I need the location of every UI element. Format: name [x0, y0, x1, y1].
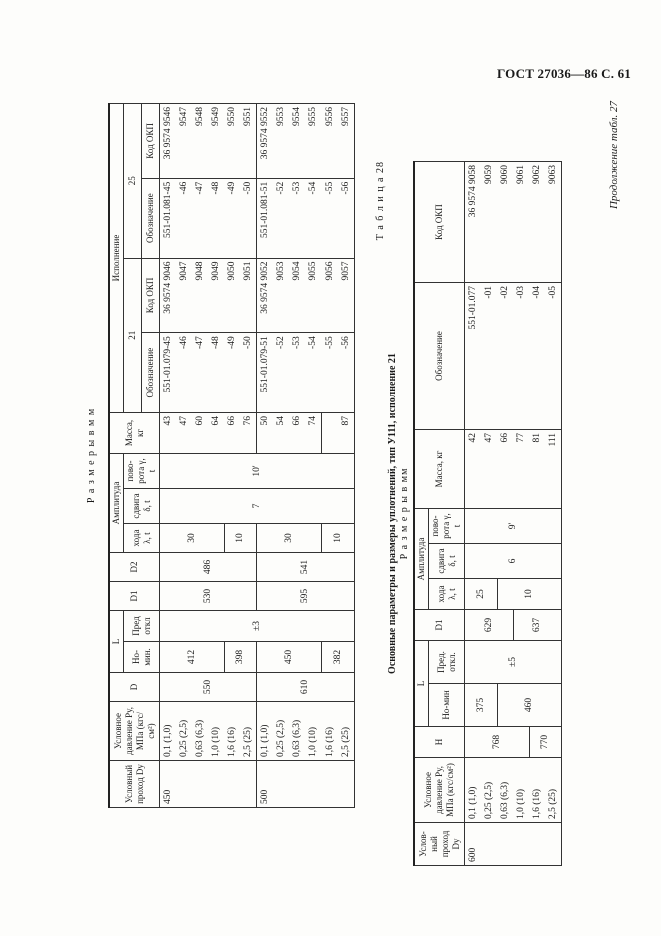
table-row: 600 0,1 (1,0) 768 375 ±5 629 25 6 9' 42 551-01.077 36 9574 9058 — [465, 162, 482, 866]
table-row: 2,5 (25) 76 -50 9051 -50 9551 — [240, 104, 257, 808]
table-row: 1,6 (16) 382 10 -55 9056 -55 9556 — [322, 104, 338, 808]
dims-caption-28: Р а з м е р ы в мм — [399, 467, 410, 560]
table-28-label: Т а б л и ц а 28 — [375, 161, 386, 241]
col-v21: 21 — [124, 258, 142, 412]
table-row: 2,5 (25) 111 -05 9063 — [545, 162, 562, 866]
col-d1: D1 — [109, 582, 160, 611]
table-28-title: Основные параметры и размеры уплотнений, тип У111, исполнение 21 — [387, 353, 398, 674]
col-l-pred: Пред. откл. — [429, 641, 465, 684]
col-l-nom: Но-мин. — [124, 642, 160, 673]
table-row: 0,63 (6,3) 66 -53 9054 -53 9554 — [289, 104, 305, 808]
col-sdv: сдвига δ, t — [124, 489, 160, 524]
table-28 — [413, 161, 562, 866]
table-row: 500 0,1 (1,0) 610 450 595 541 30 50 551-01.079-51 36 9574 9052 551-01.081-51 36 9574 9552 — [257, 104, 274, 808]
col-kod-25: Код ОКП — [142, 104, 160, 179]
col-py: Условное давление Pу, МПа (кгс/см²) — [109, 702, 160, 761]
table-row: 0,25 (2,5) 54 -52 9053 -52 9553 — [273, 104, 289, 808]
col-hod: хода λ, t — [429, 579, 465, 610]
table-row: 1,0 (10) 637 77 -03 9061 — [513, 162, 529, 866]
table-27-rotated — [86, 103, 355, 808]
col-ispolnenie: Исполнение — [109, 104, 124, 413]
table-28-rotated — [375, 161, 562, 866]
continuation-caption: Продолжение табл. 27 — [608, 100, 620, 210]
table-row: 1,6 (16) 770 81 -04 9062 — [529, 162, 545, 866]
col-oboz-21: Обозначение — [142, 333, 160, 413]
col-h: H — [414, 727, 465, 758]
col-py: Условное давление Pу, МПа (кгс/см²) — [414, 758, 465, 823]
table-row: 450 0,1 (1,0) 550 412 ±3 530 486 30 7 10' 43 551-01.079-45 36 9574 9046 551-01.081-45 36 9574 9546 — [160, 104, 177, 808]
col-dy: Условный проход Dу — [109, 761, 160, 808]
table-row: 1,0 (10) 64 -48 9049 -48 9549 — [208, 104, 224, 808]
table-row: 0,25 (2,5) 47 -01 9059 — [481, 162, 497, 866]
table-row: 1,6 (16) 398 10 66 -49 9050 -49 9550 — [224, 104, 240, 808]
col-kod: Код ОКП — [414, 162, 465, 283]
col-pov: пово-рота γ, t — [429, 509, 465, 544]
col-oboz: Обозначение — [414, 283, 465, 430]
col-amplitude: Амплитуда — [414, 509, 429, 610]
table-row: 1,0 (10) 74 -54 9055 -54 9555 — [305, 104, 322, 808]
col-mass: Масса, кг — [109, 413, 160, 454]
col-hod: хода λ, t — [124, 524, 160, 553]
col-mass: Масса, кг — [414, 430, 465, 509]
table-row: 0,63 (6,3) 460 10 66 -02 9060 — [497, 162, 513, 866]
standard-header: ГОСТ 27036—86 С. 61 — [497, 66, 631, 81]
col-dy: Услов-ный проход Dу — [414, 823, 465, 866]
col-l-pred: Пред откл — [124, 611, 160, 642]
table-row: 0,63 (6,3) 60 -47 9048 -47 9548 — [192, 104, 208, 808]
col-amplitude: Амплитуда — [109, 454, 124, 553]
table-row: 2,5 (25) 87 -56 9057 -56 9557 — [338, 104, 355, 808]
table-27 — [108, 103, 355, 808]
col-oboz-25: Обозначение — [142, 178, 160, 258]
col-kod-21: Код ОКП — [142, 258, 160, 333]
col-l-nom: Но-мин — [429, 684, 465, 727]
col-d: D — [109, 673, 160, 702]
col-sdv: сдвига δ, t — [429, 544, 465, 579]
col-l: L — [109, 611, 124, 673]
col-l: L — [414, 641, 429, 727]
col-d1: D1 — [414, 610, 465, 641]
col-pov: пово-рота γ, t — [124, 454, 160, 489]
col-v25: 25 — [124, 104, 142, 259]
table-row: 0,25 (2,5) 47 -46 9047 -46 9547 — [176, 104, 192, 808]
col-d2: D2 — [109, 553, 160, 582]
dims-caption-27: Р а з м е р ы в м м — [86, 407, 97, 504]
